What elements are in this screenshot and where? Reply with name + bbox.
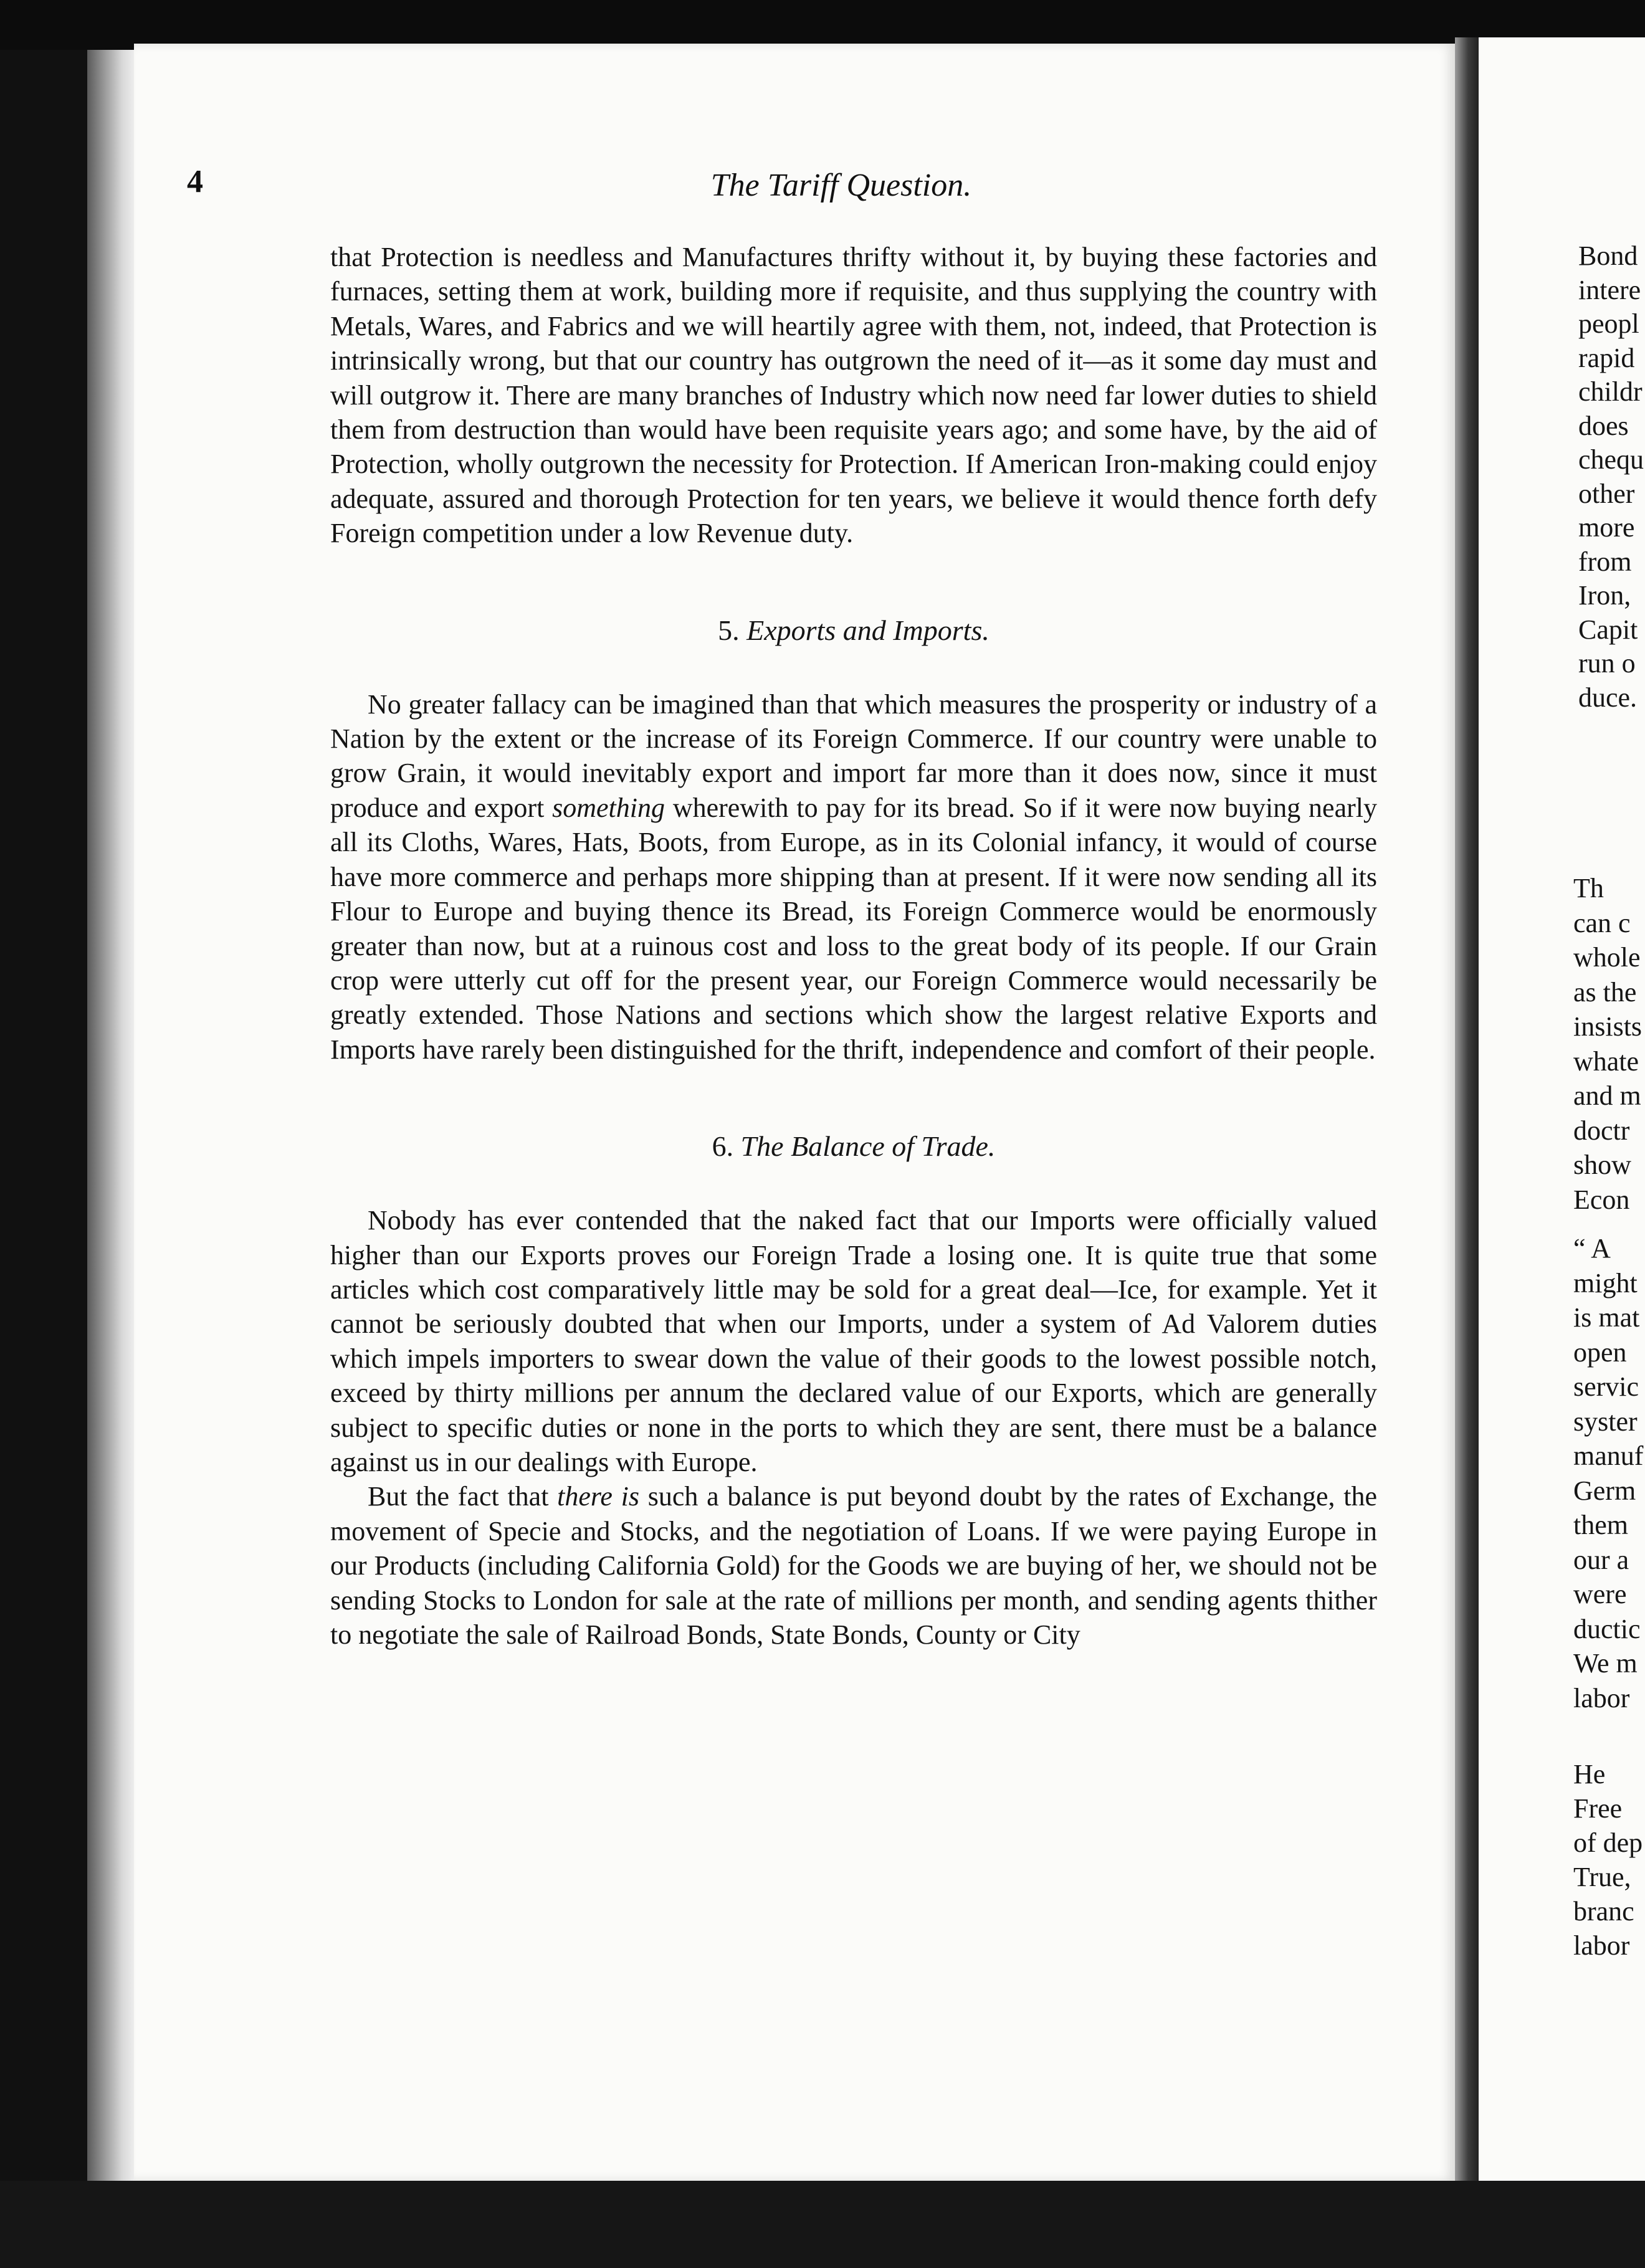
scan-background-top: [0, 0, 1645, 50]
adjacent-page-line: Capit: [1578, 614, 1638, 645]
adjacent-page-line: He: [1573, 1759, 1606, 1789]
section-title: The Balance of Trade.: [740, 1130, 996, 1163]
emphasis-something: something: [552, 792, 665, 823]
adjacent-page-line: labor: [1573, 1930, 1630, 1961]
adjacent-page-line: of dep: [1573, 1827, 1643, 1858]
adjacent-page-line: run o: [1578, 648, 1636, 679]
adjacent-page-line: ductic: [1573, 1613, 1641, 1644]
adjacent-page-line: “ A: [1573, 1233, 1611, 1264]
section-number: 5.: [718, 614, 740, 646]
adjacent-page-line: whate: [1573, 1046, 1639, 1077]
adjacent-page-line: labor: [1573, 1682, 1630, 1713]
section-heading-balance-of-trade: [330, 1129, 1377, 1163]
adjacent-page-line: whole: [1573, 942, 1641, 973]
emphasis-there-is: there is: [557, 1481, 640, 1512]
adjacent-page-line: intere: [1578, 274, 1641, 305]
section-heading-exports-imports: [330, 613, 1377, 647]
adjacent-page-line: as the: [1573, 976, 1637, 1008]
adjacent-page-line: other: [1578, 478, 1635, 509]
adjacent-page-line: We m: [1573, 1648, 1638, 1679]
running-title: The Tariff Question.: [710, 168, 972, 203]
adjacent-page-line: Iron,: [1578, 580, 1631, 611]
adjacent-page-line: might: [1573, 1267, 1638, 1298]
adjacent-page-line: our a: [1573, 1544, 1629, 1575]
adjacent-page-line: rapid: [1578, 342, 1635, 373]
adjacent-page-line: True,: [1573, 1862, 1631, 1892]
adjacent-page-line: from: [1578, 546, 1632, 577]
page-left-edge: [87, 50, 137, 2181]
scan-background-bottom: [0, 2181, 1645, 2268]
adjacent-page-line: syster: [1573, 1406, 1638, 1437]
adjacent-page-line: can c: [1573, 907, 1631, 938]
adjacent-page-line: does: [1578, 410, 1629, 441]
adjacent-page-line: branc: [1573, 1896, 1634, 1927]
adjacent-page-line: insists: [1573, 1011, 1643, 1042]
adjacent-page-line: open: [1573, 1336, 1627, 1368]
adjacent-page-line: Bond: [1578, 241, 1638, 271]
section-title: Exports and Imports.: [746, 614, 989, 646]
adjacent-page-line: and m: [1573, 1080, 1641, 1111]
adjacent-page-line: manuf: [1573, 1441, 1644, 1471]
book-gutter: [1455, 37, 1479, 2187]
adjacent-page-line: show: [1573, 1150, 1631, 1180]
page-number: 4: [187, 164, 203, 199]
adjacent-page-line: them: [1573, 1510, 1628, 1540]
adjacent-page-line: childr: [1578, 376, 1643, 407]
adjacent-page-line: more: [1578, 512, 1635, 543]
adjacent-page-line: servic: [1573, 1371, 1639, 1402]
adjacent-page-line: Germ: [1573, 1475, 1636, 1506]
paragraph-balance-of-trade-1: Nobody has ever contended that the naked fact that our Imports were officially valued higher than our Exports proves our Foreign Trade a losing one. It is quite true that some articles which cost comparatively little may be sold for a great deal—Ice, for example. Yet it cannot be seriously doubted that when our Imports, under a system of Ad Valorem duties which impels importers to swear down the value of their goods to the lowest possible notch, exceed by thirty millions per annum the declared value of our Exports, which are generally subject to specific duties or none in the ports to which they are sent, there must be a balance against us in our dealings with Europe.: [330, 1205, 1377, 1477]
adjacent-page-line: doctr: [1573, 1115, 1630, 1146]
adjacent-page-line: were: [1573, 1579, 1627, 1609]
adjacent-page-line: Econ: [1573, 1184, 1630, 1215]
adjacent-page-line: duce.: [1578, 682, 1638, 713]
adjacent-page-line: Free: [1573, 1793, 1623, 1824]
paragraph-exports-imports: No greater fallacy can be imagined than that which measures the prosperity or industry of a Nation by the extent or the increase of its Foreign Commerce. If our country were unable to grow Grain, it would inevitably export and import far more than it does now, since it must produce and export something wherewith to pay for its bread. So if it were now buying nearly all its Cloths, Wares, Hats, Boots, from Europe, as in its Colonial infancy, it would of course have more commerce and perhaps more shipping than at present. If it were now sending all its Flour to Europe and buying thence its Bread, its Foreign Commerce would be enormously greater than now, but at a ruinous cost and loss to the great body of its people. If our Grain crop were utterly cut off for the present year, our Foreign Commerce would necessarily be greatly extended. Those Nations and sections which show the largest relative Exports and Imports have rarely been distinguished for the thrift, independence and comfort of their people.: [330, 688, 1377, 1065]
paragraph-protection-continued: that Protection is needless and Manufactures thrifty without it, by buying these factories and furnaces, setting them at work, building more if requisite, and thus supplying the country with Metals, Wares, and Fabrics and we will heartily agree with them, not, indeed, that Protection is intrinsically wrong, but that our country has outgrown the need of it—as it some day must and will outgrow it. There are many branches of Industry which now need far lower duties to shield them from destruction than would have been requisite years ago; and some have, by the aid of Protection, wholly outgrown the necessity for Protection. If American Iron-making could enjoy adequate, assured and thorough Protection for ten years, we believe it would thence forth defy Foreign competition under a low Revenue duty.: [330, 242, 1377, 549]
adjacent-page-line: peopl: [1578, 308, 1639, 339]
paragraph-balance-of-trade-2: But the fact that there is such a balance is put beyond doubt by the rates of Exchange, the movement of Specie and Stocks, and the negotiation of Loans. If we were paying Europe in our Products (including California Gold) for the Goods we are buying of her, we should not be sending Stocks to London for sale at the rate of millions per month, and sending agents thither to negotiate the sale of Railroad Bonds, State Bonds, County or City: [330, 1481, 1377, 1650]
page-body: [330, 240, 1377, 1652]
adjacent-page-line: Th: [1573, 873, 1604, 903]
adjacent-page-line: is mat: [1573, 1302, 1640, 1333]
adjacent-page-line: chequ: [1578, 444, 1644, 475]
section-number: 6.: [712, 1130, 734, 1163]
